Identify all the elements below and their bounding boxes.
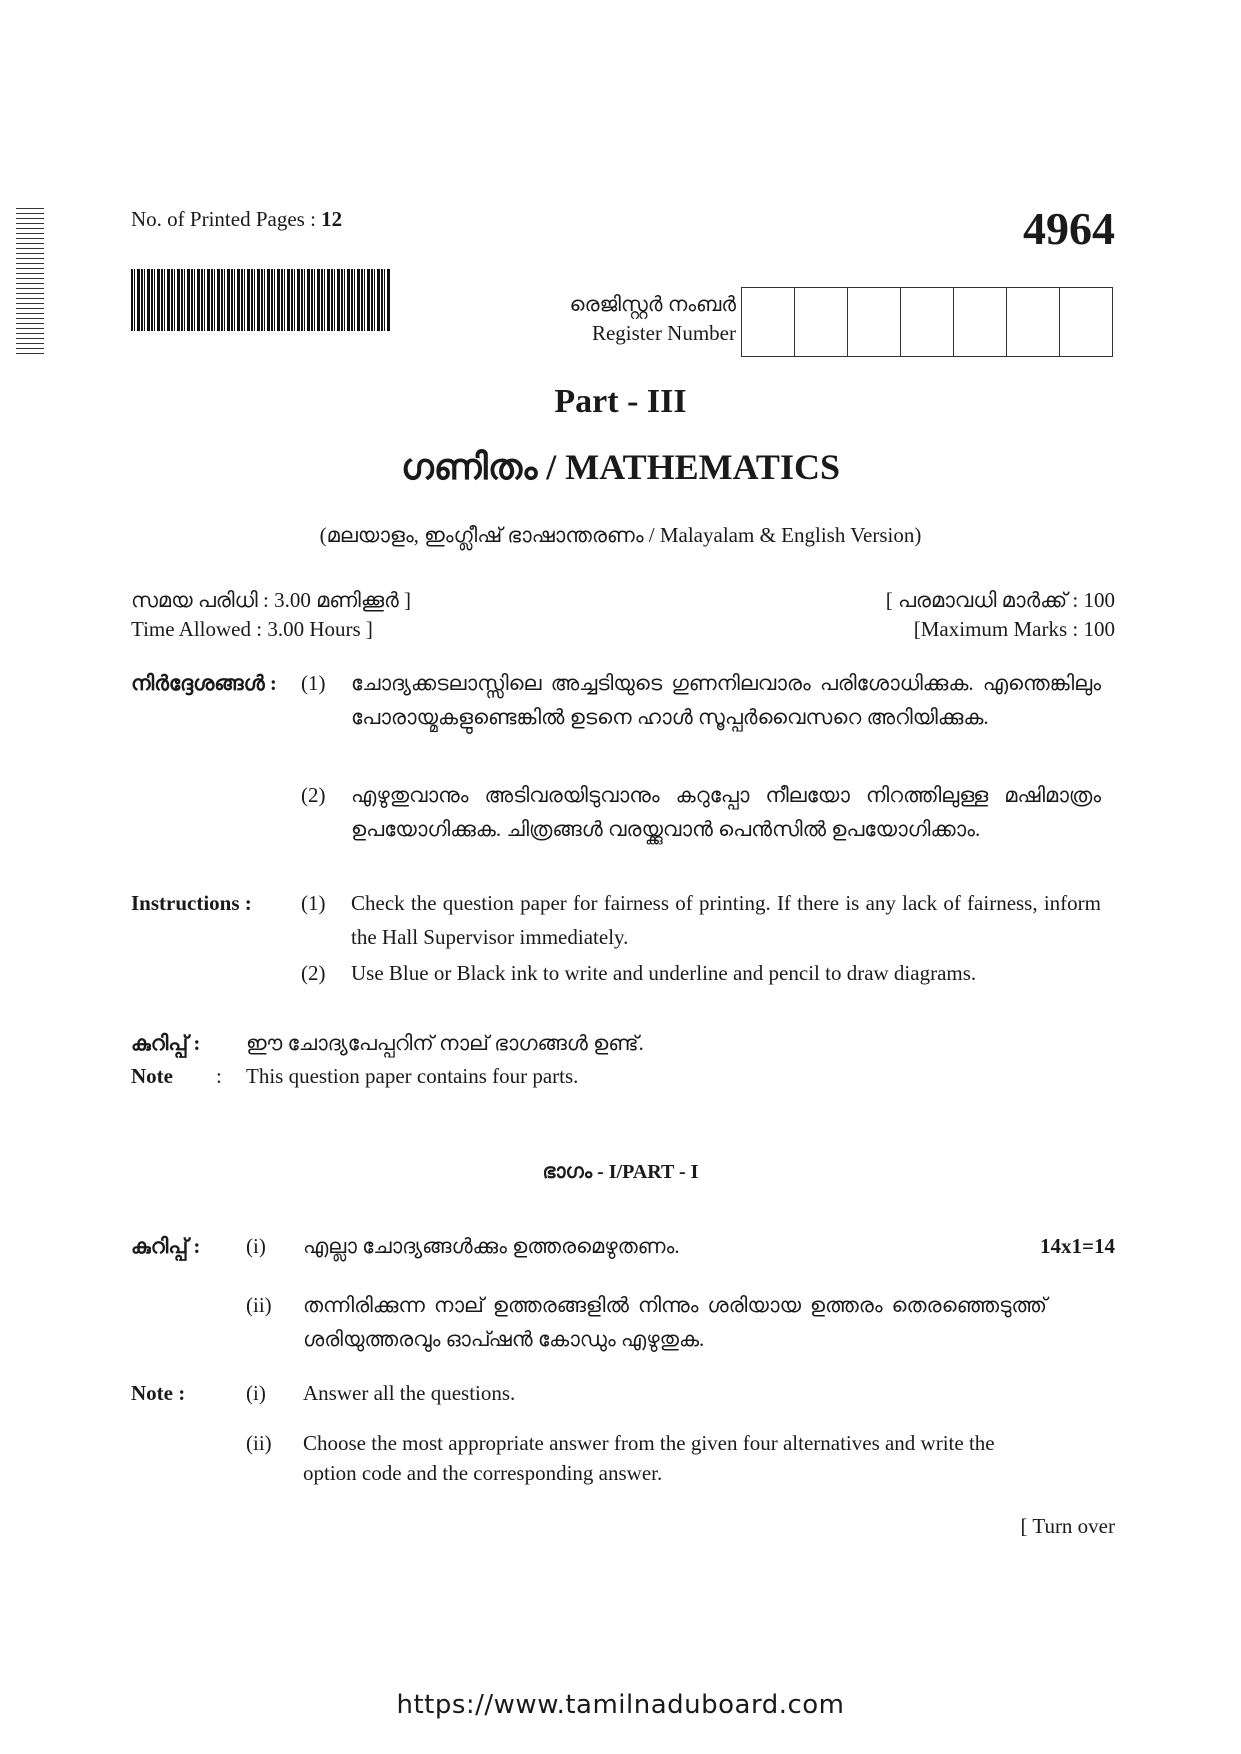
register-digit-box[interactable] <box>1007 288 1060 356</box>
part1-note-en-1: Note : (i) Answer all the questions. <box>131 1381 516 1405</box>
part-title: Part - III <box>554 383 687 420</box>
register-label: രെജിസ്റ്റർ നംബർ Register Number <box>569 292 736 346</box>
subject-title: ഗണിതം / MATHEMATICS <box>401 447 840 487</box>
barcode <box>131 269 391 331</box>
register-digit-box[interactable] <box>901 288 954 356</box>
maximum-marks: [ പരമാവധി മാർക്ക് : 100 [Maximum Marks : 100 <box>885 588 1115 642</box>
turn-over: [ Turn over <box>1020 1514 1115 1538</box>
register-digit-box[interactable] <box>848 288 901 356</box>
edge-barcode <box>16 208 44 356</box>
paper-code: 4964 <box>1023 203 1115 254</box>
instruction-ml-1: നിർദ്ദേശങ്ങൾ : (1) ചോദ്യക്കടലാസ്സിലെ അച്ചടിയുടെ ഗുണനിലവാരം പരിശോധിക്കുക. എന്തെങ്കിലും പോരായ്മകളുണ്ടെങ്കിൽ ഉടനെ ഹാൾ സൂപ്പർവൈസറെ അറിയിക്കുക. <box>131 671 1101 729</box>
time-allowed: സമയ പരിധി : 3.00 മണിക്കൂർ ] Time Allowed : 3.00 Hours ] <box>131 588 411 642</box>
version-line: (മലയാളം, ഇംഗ്ലീഷ് ഭാഷാന്തരണം / Malayalam & English Version) <box>319 523 922 547</box>
part1-note-ml-1: കുറിപ്പ് : (i) എല്ലാ ചോദ്യങ്ങൾക്കും ഉത്തരമെഴുതണം. <box>131 1234 680 1258</box>
part1-marks: 14x1=14 <box>1040 1234 1115 1258</box>
part1-note-ml-2: (ii) തന്നിരിക്കുന്ന നാല് ഉത്തരങ്ങളിൽ നിന്നും ശരിയായ ഉത്തരം തെരഞ്ഞെടുത്ത് ശരിയുത്തരവും ഓപ്ഷൻ കോഡും എഴുതുക. <box>246 1293 1047 1351</box>
register-digit-box[interactable] <box>795 288 848 356</box>
register-digit-box[interactable] <box>954 288 1007 356</box>
part1-heading: ഭാഗം - I/PART - I <box>542 1161 699 1183</box>
footer-url[interactable]: https://www.tamilnaduboard.com <box>396 1690 845 1720</box>
note-en: Note : This question paper contains four parts. <box>131 1064 579 1088</box>
instruction-en-2: (2) Use Blue or Black ink to write and underline and pencil to draw diagrams. <box>301 961 977 985</box>
printed-pages: No. of Printed Pages : 12 <box>131 207 343 231</box>
instruction-en-1: Instructions : (1) Check the question paper for fairness of printing. If there is any lack of fairness, inform the Hall Supervisor immediately. <box>131 891 1101 949</box>
instruction-ml-2: (2) എഴുതുവാനും അടിവരയിടുവാനും കറുപ്പോ നീലയോ നിറത്തിലുള്ള മഷിമാത്രം ഉപയോഗിക്കുക. ചിത്രങ്ങൾ വരയ്ക്കുവാൻ പെൻസിൽ ഉപയോഗിക്കാം. <box>301 783 1101 841</box>
part1-note-en-2: (ii) Choose the most appropriate answer from the given four alternatives and write the option code and the corresponding answer. <box>246 1431 995 1485</box>
note-ml: കുറിപ്പ് : ഈ ചോദ്യപേപ്പറിന് നാല് ഭാഗങ്ങൾ ഉണ്ട്. <box>131 1031 644 1055</box>
register-digit-box[interactable] <box>1060 288 1112 356</box>
register-digit-box[interactable] <box>742 288 795 356</box>
register-number-boxes[interactable] <box>741 287 1113 357</box>
